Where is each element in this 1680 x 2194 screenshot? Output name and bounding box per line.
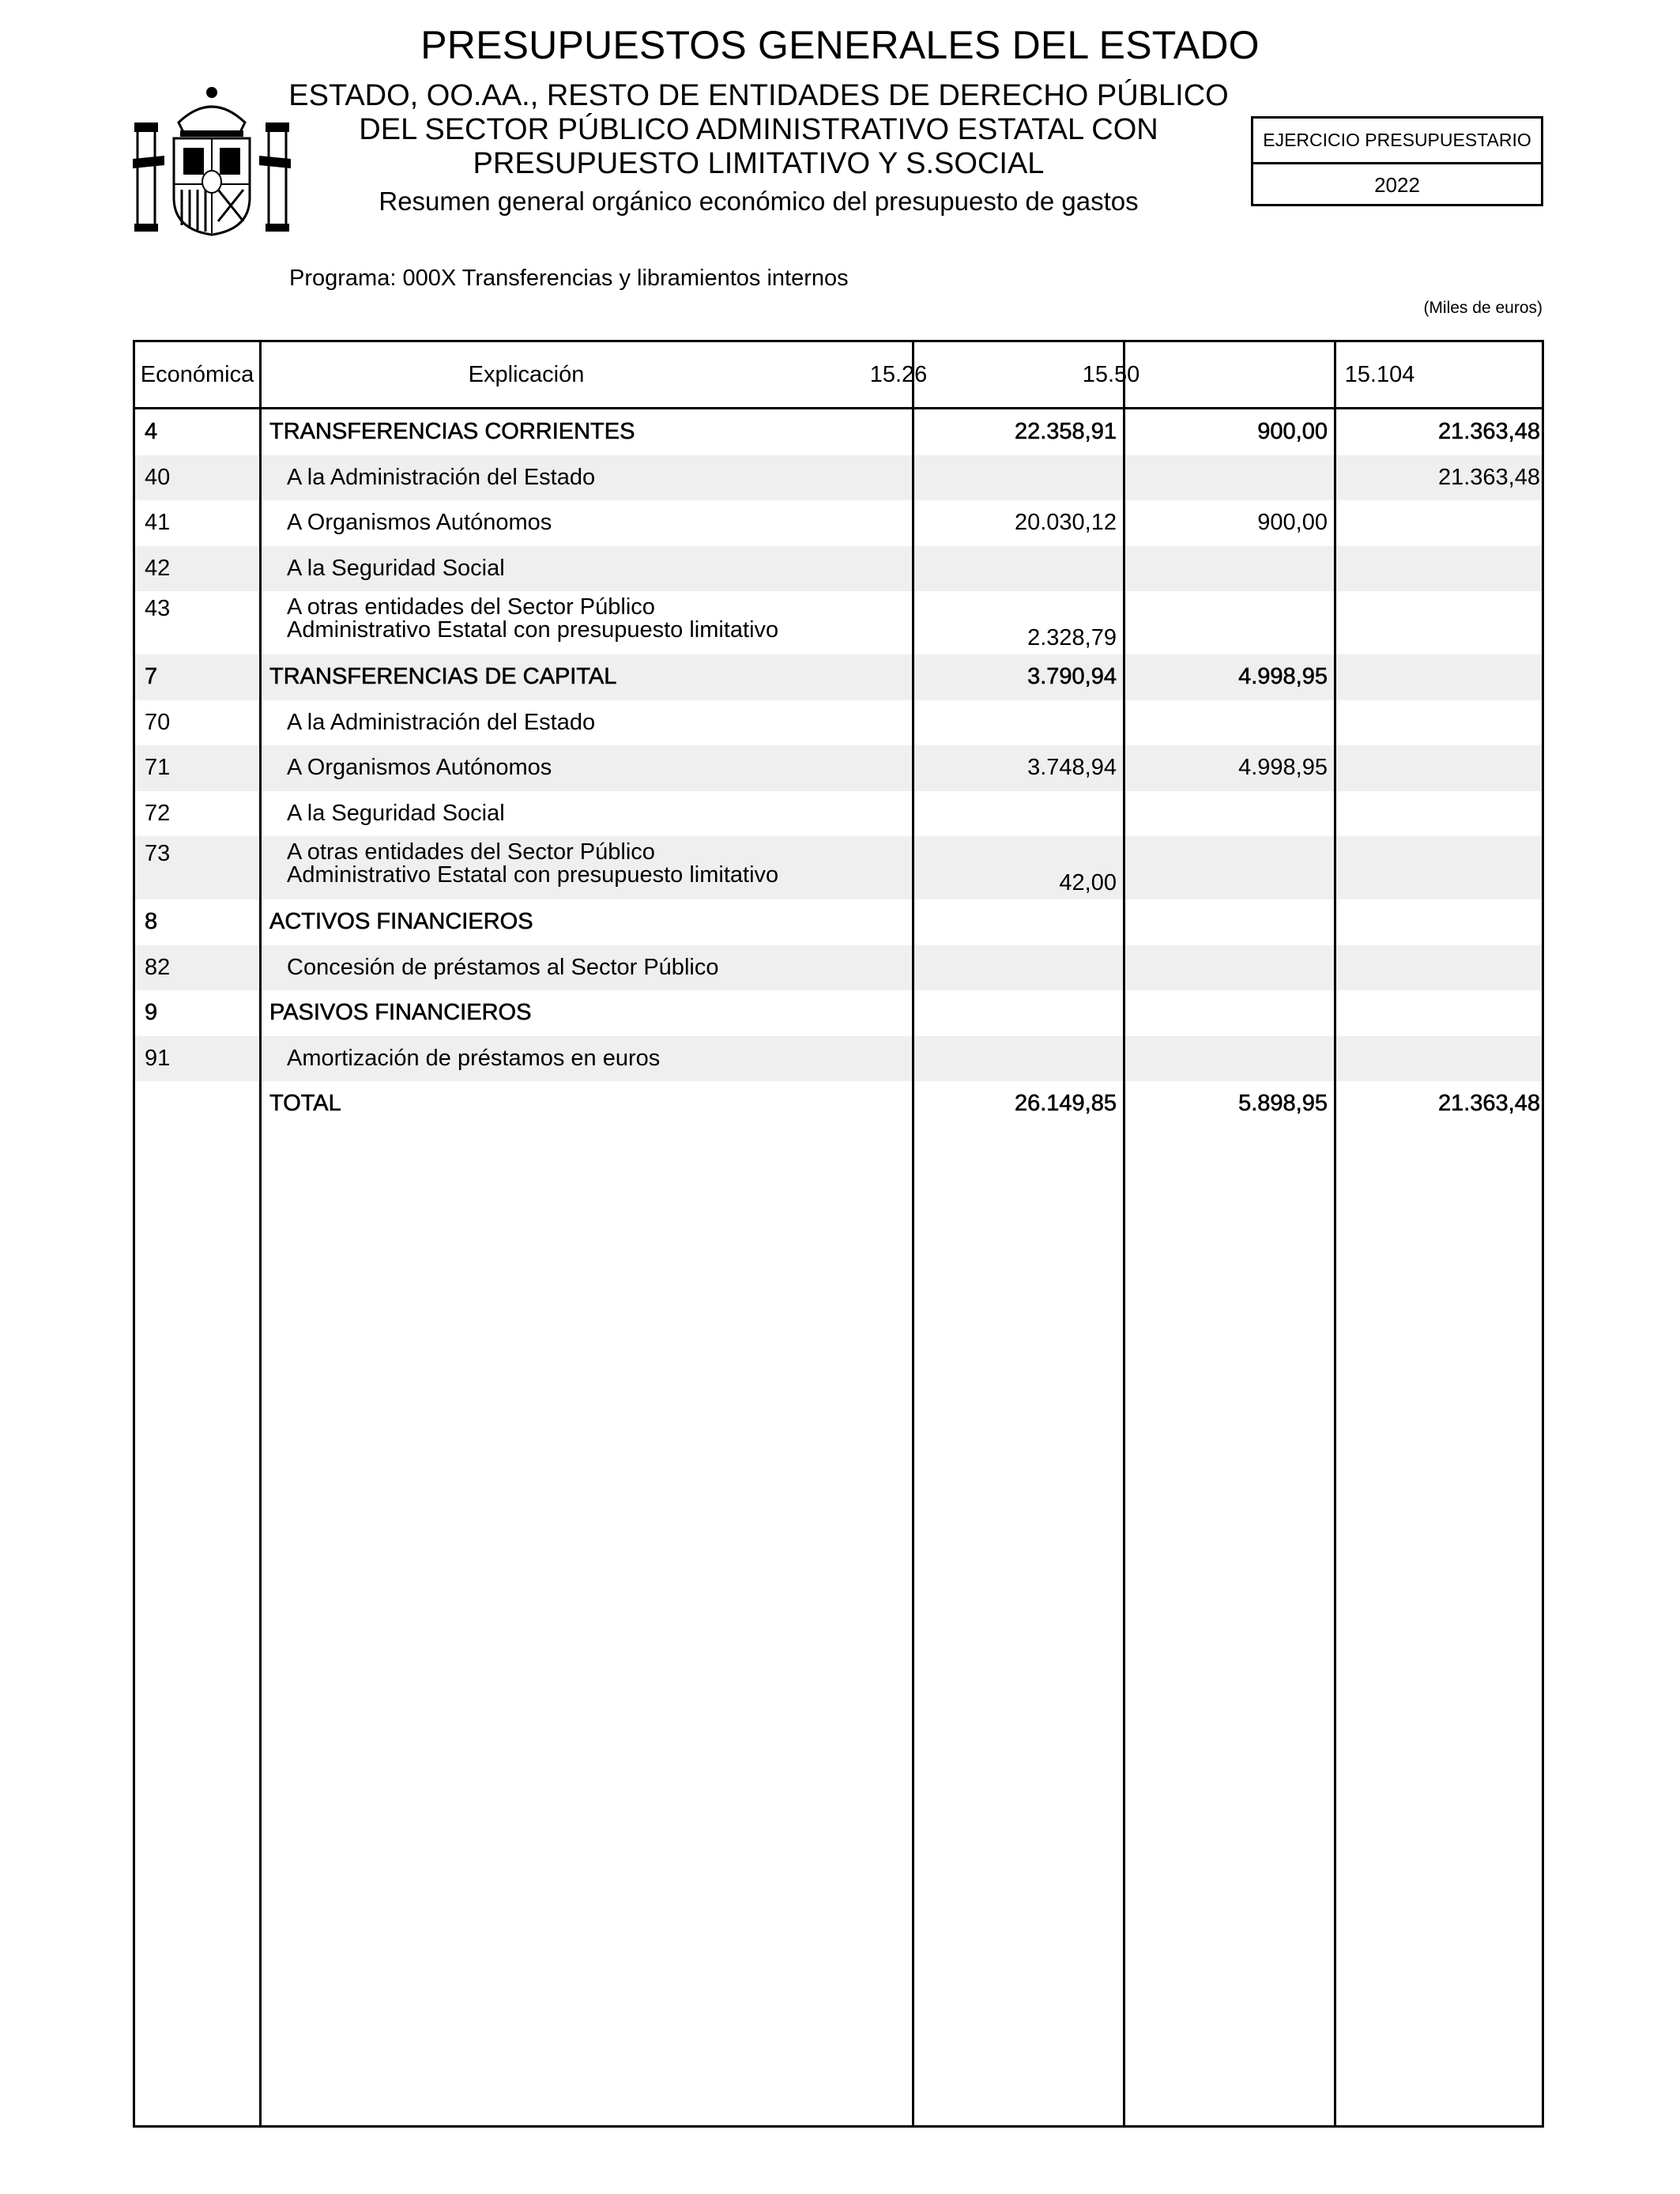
row-value-1 <box>920 455 1117 501</box>
row-value-3 <box>1342 745 1540 791</box>
column-divider <box>1123 342 1125 2125</box>
row-code: 73 <box>145 841 171 866</box>
column-divider <box>912 342 914 2125</box>
table-row <box>135 455 1542 501</box>
row-code: 70 <box>145 709 171 735</box>
column-header-15-26: 15.26 <box>869 361 928 387</box>
row-value-2: 4.998,95 <box>1238 664 1328 690</box>
row-value-1: 2.328,79 <box>1027 625 1117 650</box>
row-value-1: 42,00 <box>1059 870 1117 895</box>
table-row <box>135 836 1542 899</box>
subtitle-line-3: PRESUPUESTO LIMITATIVO Y S.SOCIAL <box>473 147 1045 180</box>
row-code: 71 <box>145 755 171 781</box>
page-title: PRESUPUESTOS GENERALES DEL ESTADO <box>420 23 1260 67</box>
row-code: 7 <box>145 664 158 690</box>
column-header-15-50: 15.50 <box>1082 361 1140 387</box>
row-value-2 <box>1131 945 1328 991</box>
table-row <box>135 700 1542 746</box>
row-explanation: TOTAL <box>269 1091 341 1117</box>
row-value-3 <box>1342 1036 1540 1082</box>
row-explanation: PASIVOS FINANCIEROS <box>269 1000 532 1026</box>
row-value-3 <box>1342 700 1540 746</box>
row-value-2 <box>1131 899 1328 945</box>
row-value-1: 26.149,85 <box>1014 1091 1117 1117</box>
row-explanation: A otras entidades del Sector Público Administrativo Estatal con presupuesto limitativo <box>287 594 779 643</box>
row-code: 82 <box>145 954 171 980</box>
row-value-3: 21.363,48 <box>1437 419 1540 445</box>
row-code: 43 <box>145 596 171 621</box>
row-code: 9 <box>145 1000 158 1026</box>
column-divider <box>1334 342 1336 2125</box>
row-explanation: A la Administración del Estado <box>287 709 596 735</box>
table-row <box>135 591 1542 654</box>
column-header-explicacion: Explicación <box>468 361 585 387</box>
row-value-3 <box>1342 836 1540 899</box>
row-value-1: 3.748,94 <box>1027 755 1117 781</box>
row-value-3 <box>1342 899 1540 945</box>
row-value-3 <box>1342 791 1540 837</box>
row-explanation: A la Seguridad Social <box>287 555 505 581</box>
row-value-2 <box>1131 1036 1328 1082</box>
row-value-1: 22.358,91 <box>1014 419 1117 445</box>
table-row <box>135 899 1542 945</box>
row-explanation: A Organismos Autónomos <box>287 755 552 781</box>
table-header <box>135 342 1542 409</box>
column-divider <box>259 342 262 2125</box>
table-row <box>135 546 1542 592</box>
table-row <box>135 500 1542 546</box>
row-value-2: 900,00 <box>1257 419 1328 445</box>
row-value-3 <box>1342 500 1540 546</box>
row-code: 42 <box>145 555 171 581</box>
row-value-3 <box>1342 990 1540 1036</box>
column-header-15-104: 15.104 <box>1344 361 1415 387</box>
row-explanation: A otras entidades del Sector Público Administrativo Estatal con presupuesto limitativo <box>287 839 779 888</box>
row-value-2 <box>1131 546 1328 592</box>
budget-table <box>133 340 1544 2128</box>
row-value-3: 21.363,48 <box>1437 1091 1540 1117</box>
row-code: 72 <box>145 800 171 826</box>
table-row <box>135 654 1542 700</box>
fiscal-year-value: 2022 <box>1374 173 1420 197</box>
row-explanation: ACTIVOS FINANCIEROS <box>269 909 533 935</box>
row-value-2 <box>1131 455 1328 501</box>
table-row <box>135 745 1542 791</box>
row-explanation: Amortización de préstamos en euros <box>287 1045 661 1071</box>
total-row <box>135 1081 1542 1127</box>
row-value-1 <box>920 1036 1117 1082</box>
row-value-2 <box>1131 791 1328 837</box>
row-value-3 <box>1342 945 1540 991</box>
row-value-2 <box>1131 836 1328 899</box>
row-explanation: A Organismos Autónomos <box>287 510 552 536</box>
fiscal-year-label: EJERCICIO PRESUPUESTARIO <box>1253 119 1541 164</box>
row-value-1 <box>920 791 1117 837</box>
table-row <box>135 409 1542 455</box>
row-value-3: 21.363,48 <box>1437 464 1540 490</box>
row-code: 40 <box>145 464 171 490</box>
row-value-1 <box>920 546 1117 592</box>
coat-of-arms-emblem <box>133 83 291 237</box>
row-code: 91 <box>145 1045 171 1071</box>
row-explanation: A la Seguridad Social <box>287 800 505 826</box>
row-value-2: 5.898,95 <box>1238 1091 1328 1117</box>
row-value-1 <box>920 990 1117 1036</box>
row-value-1: 3.790,94 <box>1027 664 1117 690</box>
row-value-3 <box>1342 654 1540 700</box>
row-value-2 <box>1131 990 1328 1036</box>
table-row <box>135 1036 1542 1082</box>
units-label: (Miles de euros) <box>1423 299 1543 317</box>
column-header-economica: Económica <box>140 361 254 387</box>
table-row <box>135 990 1542 1036</box>
row-value-1 <box>920 945 1117 991</box>
row-explanation: Concesión de préstamos al Sector Público <box>287 954 719 980</box>
row-value-1 <box>920 899 1117 945</box>
row-value-2 <box>1131 700 1328 746</box>
row-code <box>145 1081 255 1127</box>
row-value-2: 4.998,95 <box>1238 755 1328 781</box>
row-value-3 <box>1342 591 1540 654</box>
program-label: Programa: 000X Transferencias y libramientos internos <box>289 266 849 291</box>
row-value-3 <box>1342 546 1540 592</box>
subtitle-line-2: DEL SECTOR PÚBLICO ADMINISTRATIVO ESTATAL CON <box>359 113 1158 146</box>
row-code: 4 <box>145 419 158 445</box>
row-code: 41 <box>145 510 171 536</box>
row-code: 8 <box>145 909 158 935</box>
table-row <box>135 945 1542 991</box>
table-row <box>135 791 1542 837</box>
row-value-2 <box>1131 591 1328 654</box>
row-explanation: TRANSFERENCIAS DE CAPITAL <box>269 664 617 690</box>
row-value-2: 900,00 <box>1257 510 1328 536</box>
fiscal-year-box <box>1251 116 1543 206</box>
row-value-1 <box>920 700 1117 746</box>
subtitle-line-1: ESTADO, OO.AA., RESTO DE ENTIDADES DE DERECHO PÚBLICO <box>288 79 1229 112</box>
row-explanation: A la Administración del Estado <box>287 464 596 490</box>
summary-title: Resumen general orgánico económico del presupuesto de gastos <box>379 187 1139 216</box>
row-value-1: 20.030,12 <box>1014 510 1117 536</box>
row-explanation: TRANSFERENCIAS CORRIENTES <box>269 419 635 445</box>
